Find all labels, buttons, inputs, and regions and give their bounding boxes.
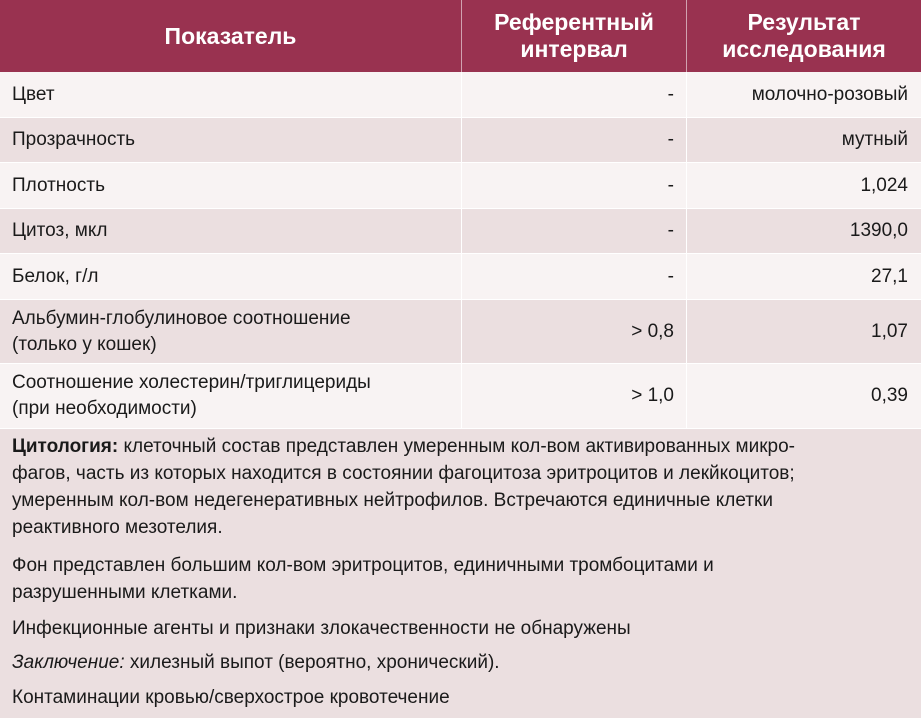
header-reference-line1: Референтный — [494, 9, 654, 35]
header-result — [686, 0, 921, 72]
background-note — [12, 552, 912, 606]
row-indicator: Цвет — [12, 83, 55, 105]
row-result: молочно-розовый — [686, 72, 921, 117]
row-indicator: Белок, г/л — [12, 265, 99, 287]
row-result: мутный — [686, 118, 921, 162]
conclusion-label: Заключение: — [12, 652, 125, 673]
cytology-text-line2: фагов, часть из которых находится в состоянии фагоцитоза эритроцитов и лекйкоцитов; — [12, 463, 795, 484]
table-body — [0, 72, 921, 429]
infection-note: Инфекционные агенты и признаки злокачественности не обнаружены — [12, 618, 631, 639]
header-reference-interval — [461, 0, 686, 72]
header-indicator: Показатель — [164, 22, 297, 49]
row-reference: - — [461, 163, 686, 208]
background-text-line2: разрушенными клетками. — [12, 582, 238, 603]
table-row — [0, 254, 921, 300]
contamination-note: Контаминации кровью/сверхострое кровотечение — [12, 687, 450, 708]
cytology-note — [12, 433, 912, 541]
row-reference: > 0,8 — [461, 300, 686, 363]
row-reference: - — [461, 72, 686, 117]
conclusion-text: хилезный выпот (вероятно, хронический). — [129, 652, 500, 673]
cytology-text-line3: умеренным кол-вом недегенеративных нейтрофилов. Встречаются единичные клетки — [12, 490, 773, 511]
conclusion-note — [12, 649, 912, 676]
row-indicator — [0, 364, 461, 428]
row-reference: - — [461, 209, 686, 253]
row-reference: - — [461, 254, 686, 299]
cytology-text-line4: реактивного мезотелия. — [12, 517, 223, 538]
notes-section — [0, 429, 921, 718]
row-indicator-line1: Соотношение холестерин/триглицериды — [12, 372, 371, 393]
row-reference: > 1,0 — [461, 364, 686, 428]
row-indicator-line1: Альбумин-глобулиновое соотношение — [12, 307, 351, 329]
row-indicator — [0, 300, 461, 363]
table-row — [0, 364, 921, 429]
header-result-line2: исследования — [722, 36, 886, 62]
background-text-line1: Фон представлен большим кол-вом эритроцитов, единичными тромбоцитами и — [12, 555, 714, 576]
row-result: 27,1 — [686, 254, 921, 299]
row-result: 1,024 — [686, 163, 921, 208]
row-result: 1,07 — [686, 300, 921, 363]
row-result: 1390,0 — [686, 209, 921, 253]
table-row — [0, 118, 921, 163]
table-row — [0, 163, 921, 209]
table-row — [0, 72, 921, 118]
table-header — [0, 0, 921, 72]
row-indicator: Прозрачность — [12, 129, 136, 150]
cytology-label: Цитология: — [12, 436, 119, 457]
header-result-line1: Результат — [747, 9, 861, 35]
table-row — [0, 300, 921, 364]
row-indicator: Цитоз, мкл — [12, 220, 108, 241]
header-reference-line2: интервал — [520, 36, 628, 62]
row-indicator: Плотность — [12, 174, 105, 196]
table-row — [0, 209, 921, 254]
row-indicator-line2: (при необходимости) — [12, 398, 197, 419]
row-reference: - — [461, 118, 686, 162]
row-indicator-line2: (только у кошек) — [12, 333, 157, 355]
row-result: 0,39 — [686, 364, 921, 428]
cytology-text-line1: клеточный состав представлен умеренным кол-вом активированных микро- — [123, 436, 796, 457]
